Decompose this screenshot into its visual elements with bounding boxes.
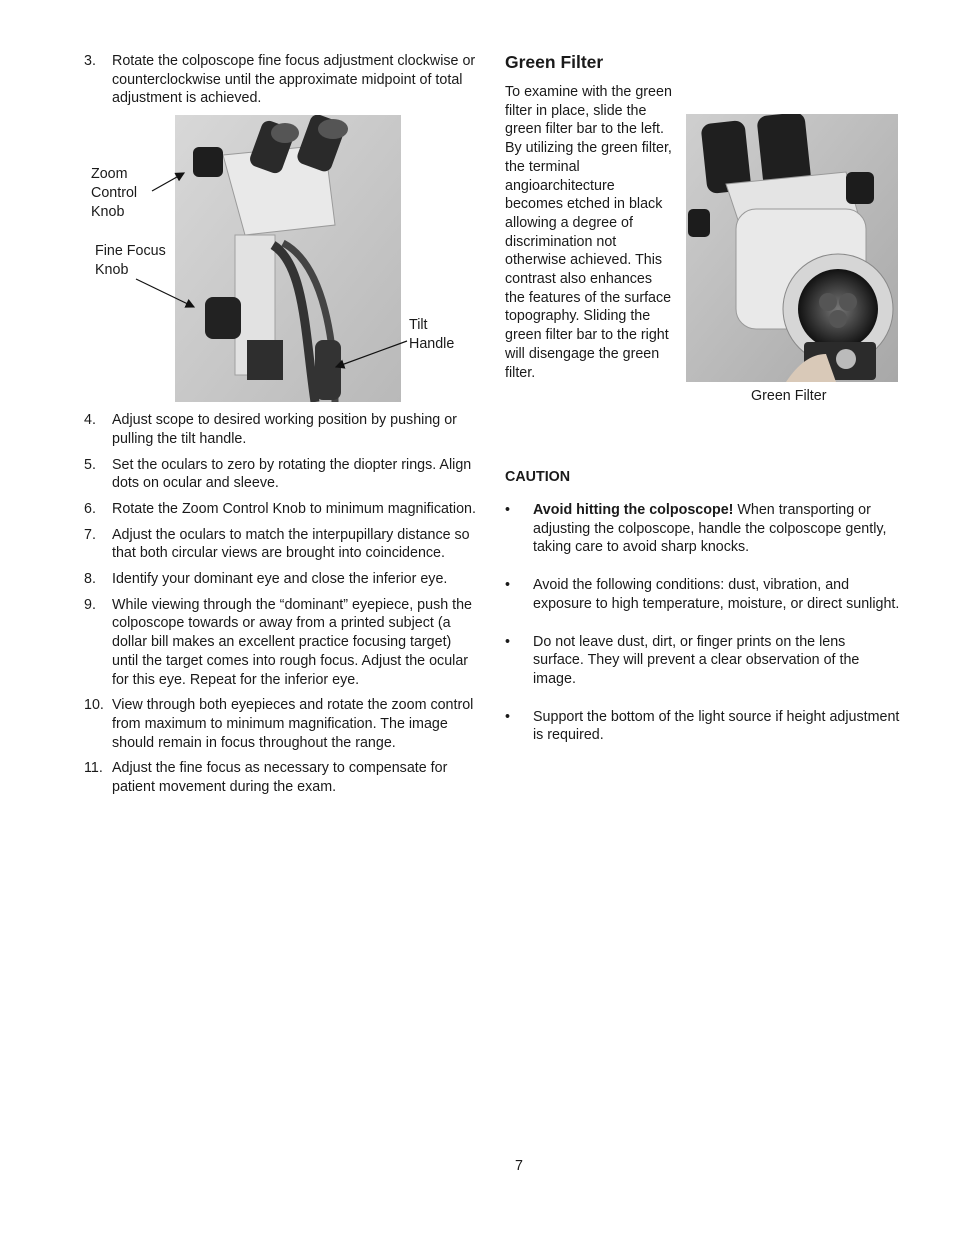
tilt-handle-label-line: Tilt [409, 317, 428, 334]
page-number: 7 [515, 1158, 523, 1174]
step-item [84, 456, 476, 493]
step-text: While viewing through the “dominant” eyepiece, push the colposcope towards or away from a printed subject (a dollar bill makes an excellent practice focusing target) until the target comes into rough focus. Adjust the ocular for this eye. Repeat for the inferior eye. [112, 596, 473, 688]
step-text: Adjust the oculars to match the interpupillary distance so that both circular views are brought into coincidence. [112, 526, 470, 562]
caution-body: When transporting or adjusting the colposcope, handle the colposcope gently, taking care to avoid sharp knocks. [533, 502, 887, 556]
step-number: 4. [84, 412, 96, 429]
step-text: View through both eyepieces and rotate the zoom control from maximum to minimum magnification. The image should remain in focus throughout the range. [112, 697, 474, 751]
green-filter-heading: Green Filter [505, 52, 604, 72]
green-filter-section [505, 83, 900, 455]
green-filter-caption: Green Filter [751, 388, 827, 404]
step-number: 5. [84, 456, 96, 473]
bullet: • [505, 633, 511, 650]
caution-text: Do not leave dust, dirt, or finger prints on the lens surface. They will prevent a clear observation of the image. [533, 633, 860, 687]
step-number: 11. [84, 760, 103, 777]
green-filter-photo [686, 114, 898, 382]
caution-item [505, 501, 900, 557]
colposcope-figure [84, 115, 476, 405]
caution-heading: CAUTION [505, 469, 571, 485]
fine-focus-label-line: Fine Focus [95, 243, 166, 260]
tilt-handle-label-line: Handle [409, 335, 455, 352]
left-column [84, 52, 476, 804]
step-item [84, 411, 476, 448]
caution-text: Avoid the following conditions: dust, vibration, and exposure to high temperature, moisture, or direct sunlight. [533, 577, 900, 612]
zoom-label-line: Knob [91, 203, 125, 220]
step-text: Rotate the colposcope fine focus adjustment clockwise or counterclockwise until the approximate midpoint of total adjustment is achieved. [112, 53, 476, 107]
fine-focus-label-line: Knob [95, 261, 129, 278]
step-text: Adjust the fine focus as necessary to compensate for patient movement during the exam. [112, 760, 448, 796]
step-item [84, 52, 476, 108]
step-text: Rotate the Zoom Control Knob to minimum magnification. [112, 500, 476, 517]
zoom-label-line: Zoom [91, 166, 128, 183]
bullet: • [505, 708, 511, 725]
caution-bold-lead: Avoid hitting the colposcope! [533, 502, 734, 518]
bullet: • [505, 502, 511, 518]
step-number: 3. [84, 53, 96, 69]
caution-list [505, 501, 900, 745]
step-item [84, 570, 476, 589]
caution-text [533, 501, 900, 557]
step-item [84, 696, 476, 752]
tilt-handle-arrow [336, 341, 407, 367]
steps-list-top [84, 52, 476, 108]
caution-item [505, 633, 900, 689]
step-item [84, 526, 476, 563]
caution-text: Support the bottom of the light source if height adjustment is required. [533, 708, 900, 744]
bullet: • [505, 577, 511, 594]
fine-focus-arrow [136, 279, 194, 307]
step-item [84, 500, 476, 519]
right-column [505, 52, 900, 764]
step-number: 10. [84, 697, 104, 714]
step-number: 7. [84, 526, 96, 543]
caution-item [505, 708, 900, 745]
step-item [84, 759, 476, 796]
zoom-arrow [152, 173, 184, 191]
green-filter-paragraph: To examine with the green filter in place, slide the green filter bar to the left. By utilizing the green filter, the terminal angioarchitecture becomes etched in black allowing a degree of discrimination not otherwise achieved. This contrast also enhances the features of the surface topography. Sliding the green filter bar to the right will disengage the green filter. [505, 84, 672, 381]
step-number: 6. [84, 500, 96, 517]
step-text: Identify your dominant eye and close the inferior eye. [112, 571, 448, 588]
zoom-label-line: Control [91, 184, 138, 201]
caution-item [505, 576, 900, 613]
step-text: Set the oculars to zero by rotating the diopter rings. Align dots on ocular and sleeve. [112, 456, 472, 492]
step-item [84, 596, 476, 690]
steps-list [84, 411, 476, 797]
step-number: 8. [84, 571, 96, 588]
step-text: Adjust scope to desired working position by pushing or pulling the tilt handle. [112, 412, 457, 447]
step-number: 9. [84, 596, 96, 613]
callout-arrows [84, 115, 476, 405]
